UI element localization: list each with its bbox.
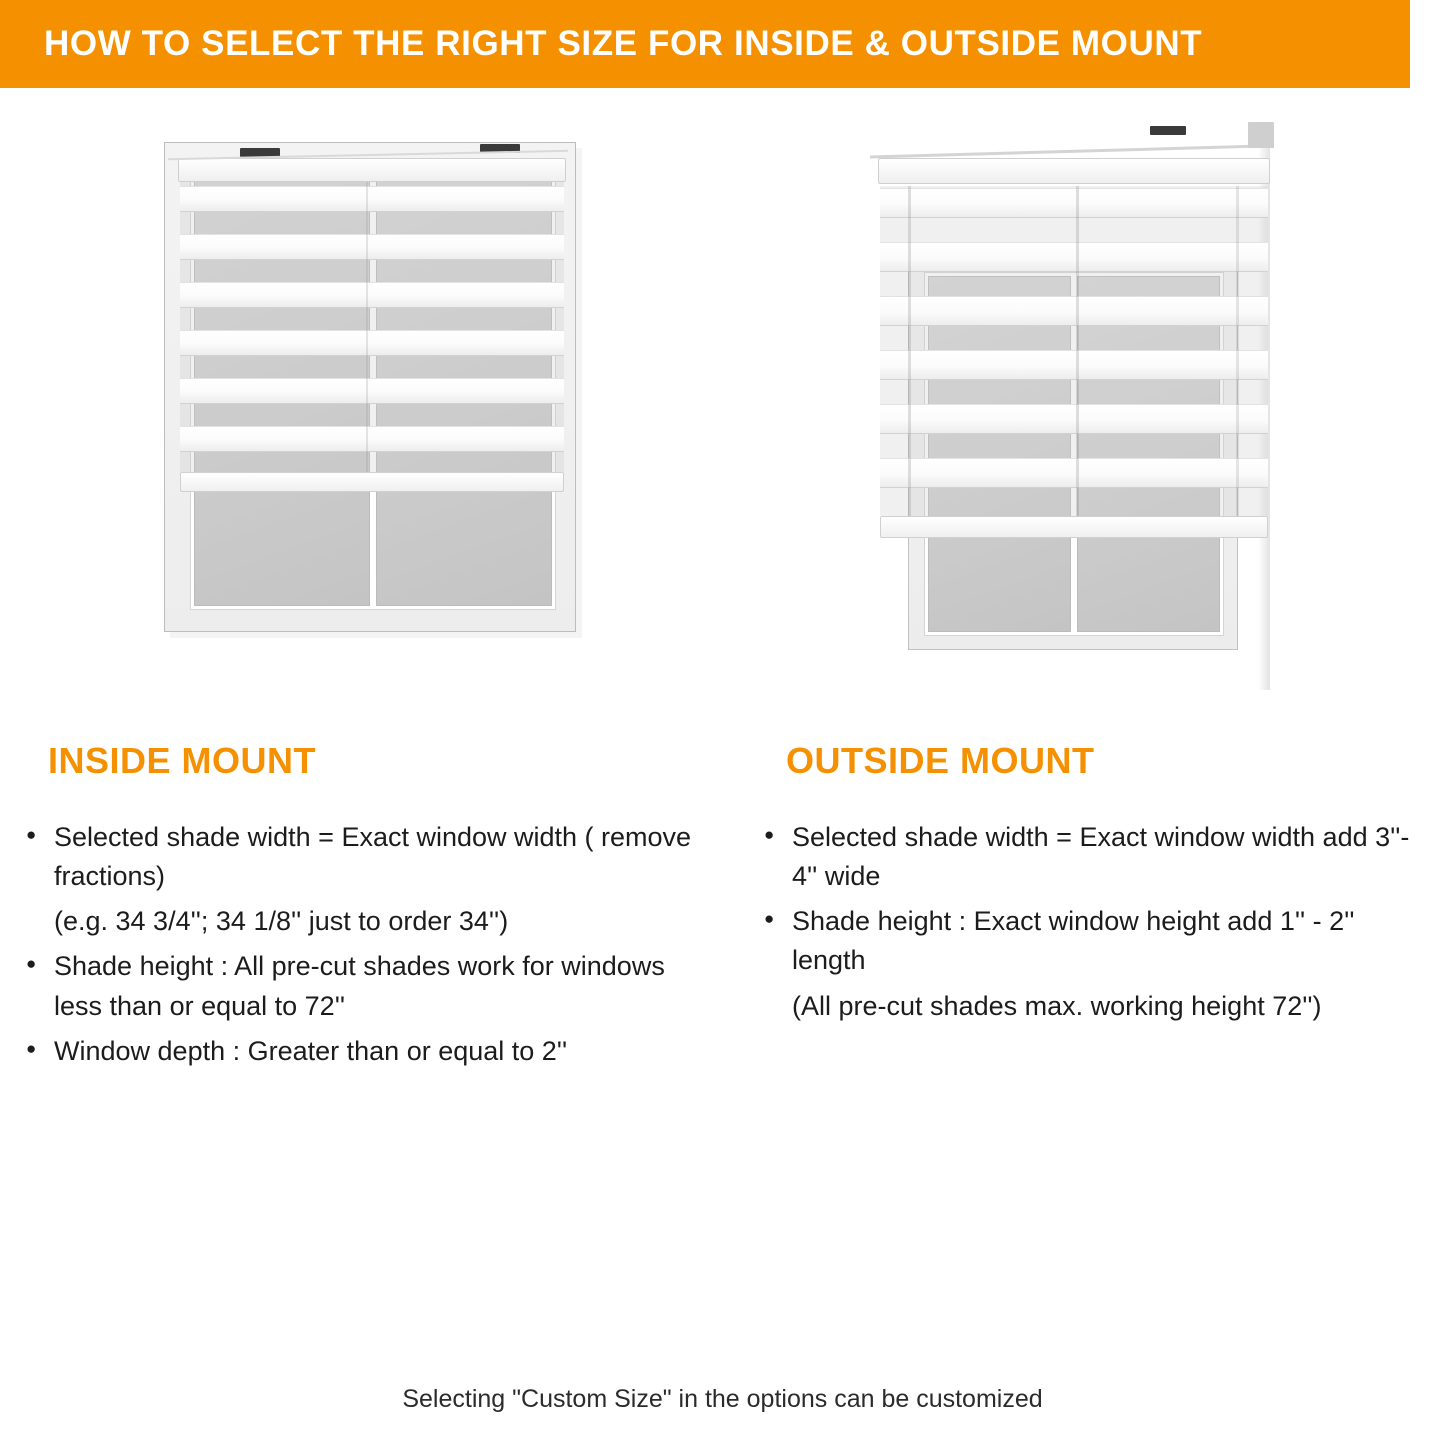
list-item: (e.g. 34 3/4''; 34 1/8'' just to order 34'') (54, 906, 509, 937)
inside-mount-title: INSIDE MOUNT (48, 740, 317, 781)
list-item: (All pre-cut shades max. working height 72'') (792, 990, 1322, 1021)
mount-instruction-columns (0, 740, 1445, 1077)
zebra-slats-outside (880, 186, 1268, 516)
shade-headrail-outside (878, 158, 1270, 184)
mounting-bracket-icon (1150, 126, 1186, 135)
shade-headrail-inside (178, 158, 566, 182)
zebra-slats-inside (180, 182, 564, 472)
shade-bottom-rail-inside (180, 472, 564, 492)
shade-bottom-rail-outside (880, 516, 1268, 538)
list-item: ● Window depth : Greater than or equal to 2'' (24, 1032, 692, 1071)
outside-mount-column (722, 740, 1444, 1077)
list-item: ● Selected shade width = Exact window width ( remove fractions) (24, 818, 692, 896)
mounting-bracket-icon (1248, 122, 1274, 148)
wall-top-edge (870, 145, 1262, 159)
footer-note: Selecting "Custom Size" in the options can be customized (402, 1385, 1043, 1413)
outside-mount-bullet-list (762, 818, 1414, 1026)
list-item: ● Shade height : All pre-cut shades work for windows less than or equal to 72'' (24, 947, 692, 1025)
header-banner (0, 0, 1410, 88)
illustration-area (0, 110, 1445, 740)
outside-mount-illustration (860, 110, 1310, 700)
inside-mount-illustration (150, 110, 600, 670)
inside-mount-bullet-list (24, 818, 692, 1071)
list-item: ● Shade height : Exact window height add 1'' - 2'' length (762, 902, 1414, 980)
outside-mount-title: OUTSIDE MOUNT (786, 740, 1095, 781)
page-title: HOW TO SELECT THE RIGHT SIZE FOR INSIDE & OUTSIDE MOUNT (44, 24, 1203, 63)
list-item: ● Selected shade width = Exact window width add 3''- 4'' wide (762, 818, 1414, 896)
inside-mount-column (0, 740, 722, 1077)
